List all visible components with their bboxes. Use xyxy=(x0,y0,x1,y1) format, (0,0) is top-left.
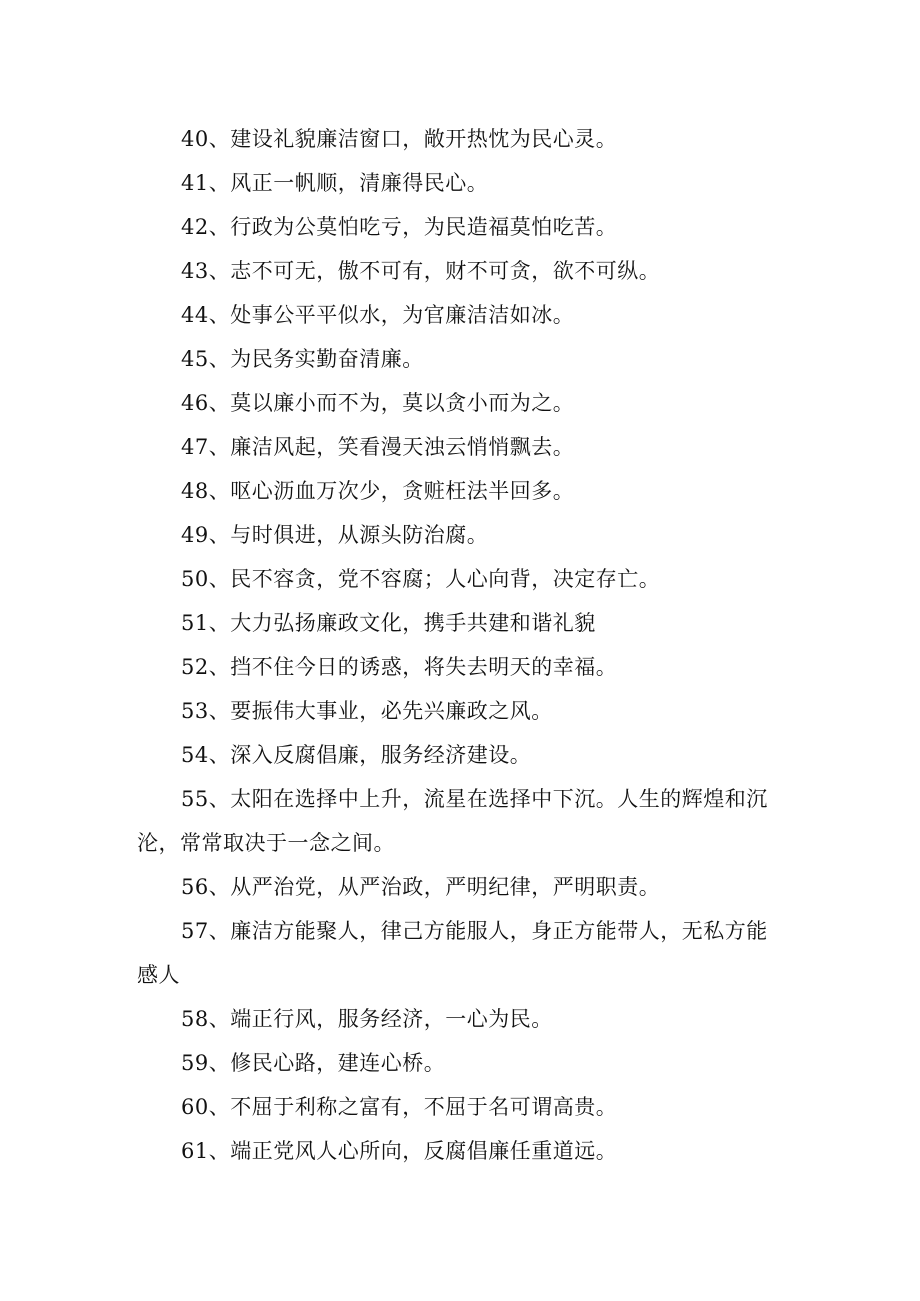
slogan-paragraph: 59、修民心路，建连心桥。 xyxy=(181,1051,446,1075)
slogan-paragraph: 49、与时俱进，从源头防治腐。 xyxy=(181,523,489,547)
slogan-paragraph: 40、建设礼貌廉洁窗口，敞开热忱为民心灵。 xyxy=(181,127,618,151)
slogan-paragraph: 45、为民务实勤奋清廉。 xyxy=(181,347,424,371)
slogan-paragraph: 51、大力弘扬廉政文化，携手共建和谐礼貌 xyxy=(181,611,596,635)
slogan-paragraph: 46、莫以廉小而不为，莫以贪小而为之。 xyxy=(181,391,575,415)
slogan-paragraph: 57、廉洁方能聚人，律己方能服人，身正方能带人，无私方能感人 xyxy=(137,919,768,987)
slogan-paragraph: 60、不屈于利称之富有，不屈于名可谓高贵。 xyxy=(181,1095,618,1119)
slogan-paragraph: 52、挡不住今日的诱惑，将失去明天的幸福。 xyxy=(181,655,618,679)
slogan-paragraph: 58、端正行风，服务经济，一心为民。 xyxy=(181,1007,553,1031)
slogan-paragraph: 50、民不容贪，党不容腐；人心向背，决定存亡。 xyxy=(181,567,661,591)
slogan-paragraph: 56、从严治党，从严治政，严明纪律，严明职责。 xyxy=(181,875,661,899)
slogan-paragraph: 47、廉洁风起，笑看漫天浊云悄悄飘去。 xyxy=(181,435,575,459)
slogan-paragraph: 61、端正党风人心所向，反腐倡廉任重道远。 xyxy=(181,1139,618,1163)
slogan-paragraph: 42、行政为公莫怕吃亏，为民造福莫怕吃苦。 xyxy=(181,215,618,239)
slogan-paragraph: 48、呕心沥血万次少，贪赃枉法半回多。 xyxy=(181,479,575,503)
slogan-paragraph: 43、志不可无，傲不可有，财不可贪，欲不可纵。 xyxy=(181,259,661,283)
slogan-paragraph: 53、要振伟大事业，必先兴廉政之风。 xyxy=(181,699,553,723)
slogan-paragraph: 54、深入反腐倡廉，服务经济建设。 xyxy=(181,743,532,767)
slogan-paragraph: 44、处事公平平似水，为官廉洁洁如冰。 xyxy=(181,303,575,327)
slogan-paragraph: 41、风正一帆顺，清廉得民心。 xyxy=(181,171,489,195)
document-body xyxy=(137,117,787,1173)
slogan-paragraph: 55、太阳在选择中上升，流星在选择中下沉。人生的辉煌和沉沦，常常取决于一念之间。 xyxy=(137,787,768,855)
